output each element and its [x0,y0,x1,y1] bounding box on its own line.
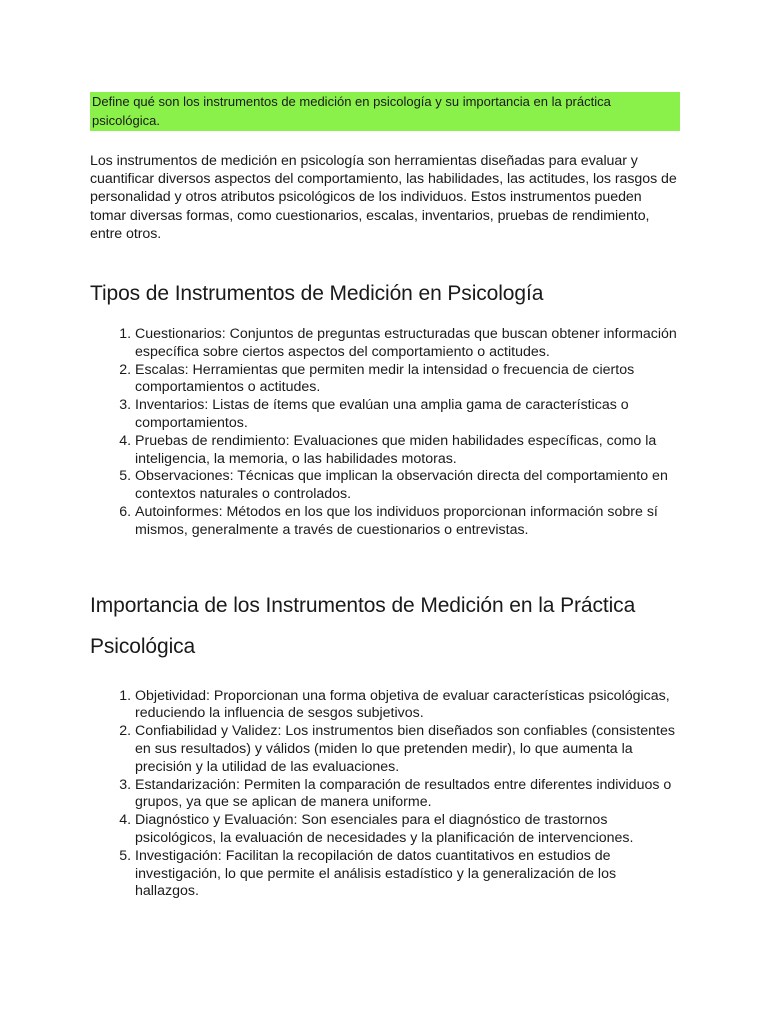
list-item: 5. Observaciones: Técnicas que implican la observación directa del comportamiento en contextos naturales o controlados. [135,468,680,504]
list-item: 1. Objetividad: Proporcionan una forma objetiva de evaluar características psicológicas, reduciendo la influencia de sesgos subjetivos. [135,688,680,724]
list-item: 3. Inventarios: Listas de ítems que evalúan una amplia gama de características o comportamientos. [135,397,680,433]
list-item: 4. Pruebas de rendimiento: Evaluaciones que miden habilidades específicas, como la inteligencia, la memoria, o las habilidades motoras. [135,433,680,469]
highlighted-question: Define qué son los instrumentos de medición en psicología y su importancia en la práctica psicológica. [90,92,680,131]
list-item: 6. Autoinformes: Métodos en los que los individuos proporcionan información sobre sí mismos, generalmente a través de cuestionarios o entrevistas. [135,504,680,540]
list-item: 4. Diagnóstico y Evaluación: Son esenciales para el diagnóstico de trastornos psicológicos, la evaluación de necesidades y la planificación de intervenciones. [135,812,680,848]
heading-importancia: Importancia de los Instrumentos de Medición en la Práctica Psicológica [90,593,636,658]
list-item: 2. Escalas: Herramientas que permiten medir la intensidad o frecuencia de ciertos comportamientos o actitudes. [135,362,680,398]
list-tipos [90,326,680,540]
list-item: 2. Confiabilidad y Validez: Los instrumentos bien diseñados son confiables (consistentes en sus resultados) y válidos (miden lo que pretenden medir), lo que aumenta la precisión y la utilidad de las evaluaciones. [135,723,680,776]
heading-tipos: Tipos de Instrumentos de Medición en Psicología [90,282,544,306]
list-item: 1. Cuestionarios: Conjuntos de preguntas estructuradas que buscan obtener información específica sobre ciertos aspectos del comportamiento o actitudes. [135,326,680,362]
list-item: 3. Estandarización: Permiten la comparación de resultados entre diferentes individuos o grupos, ya que se aplican de manera uniforme. [135,777,680,813]
document-page [90,92,680,901]
list-importancia [90,688,680,902]
list-item: 5. Investigación: Facilitan la recopilación de datos cuantitativos en estudios de investigación, lo que permite el análisis estadístico y la generalización de los hallazgos. [135,848,680,901]
intro-paragraph: Los instrumentos de medición en psicología son herramientas diseñadas para evaluar y cuantificar diversos aspectos del comportamiento, las habilidades, las actitudes, los rasgos de personalidad y otros atributos psicológicos de los individuos. Estos instrumentos pueden tomar diversas formas, como cuestionarios, escalas, inventarios, pruebas de rendimiento, entre otros. [90,153,677,242]
